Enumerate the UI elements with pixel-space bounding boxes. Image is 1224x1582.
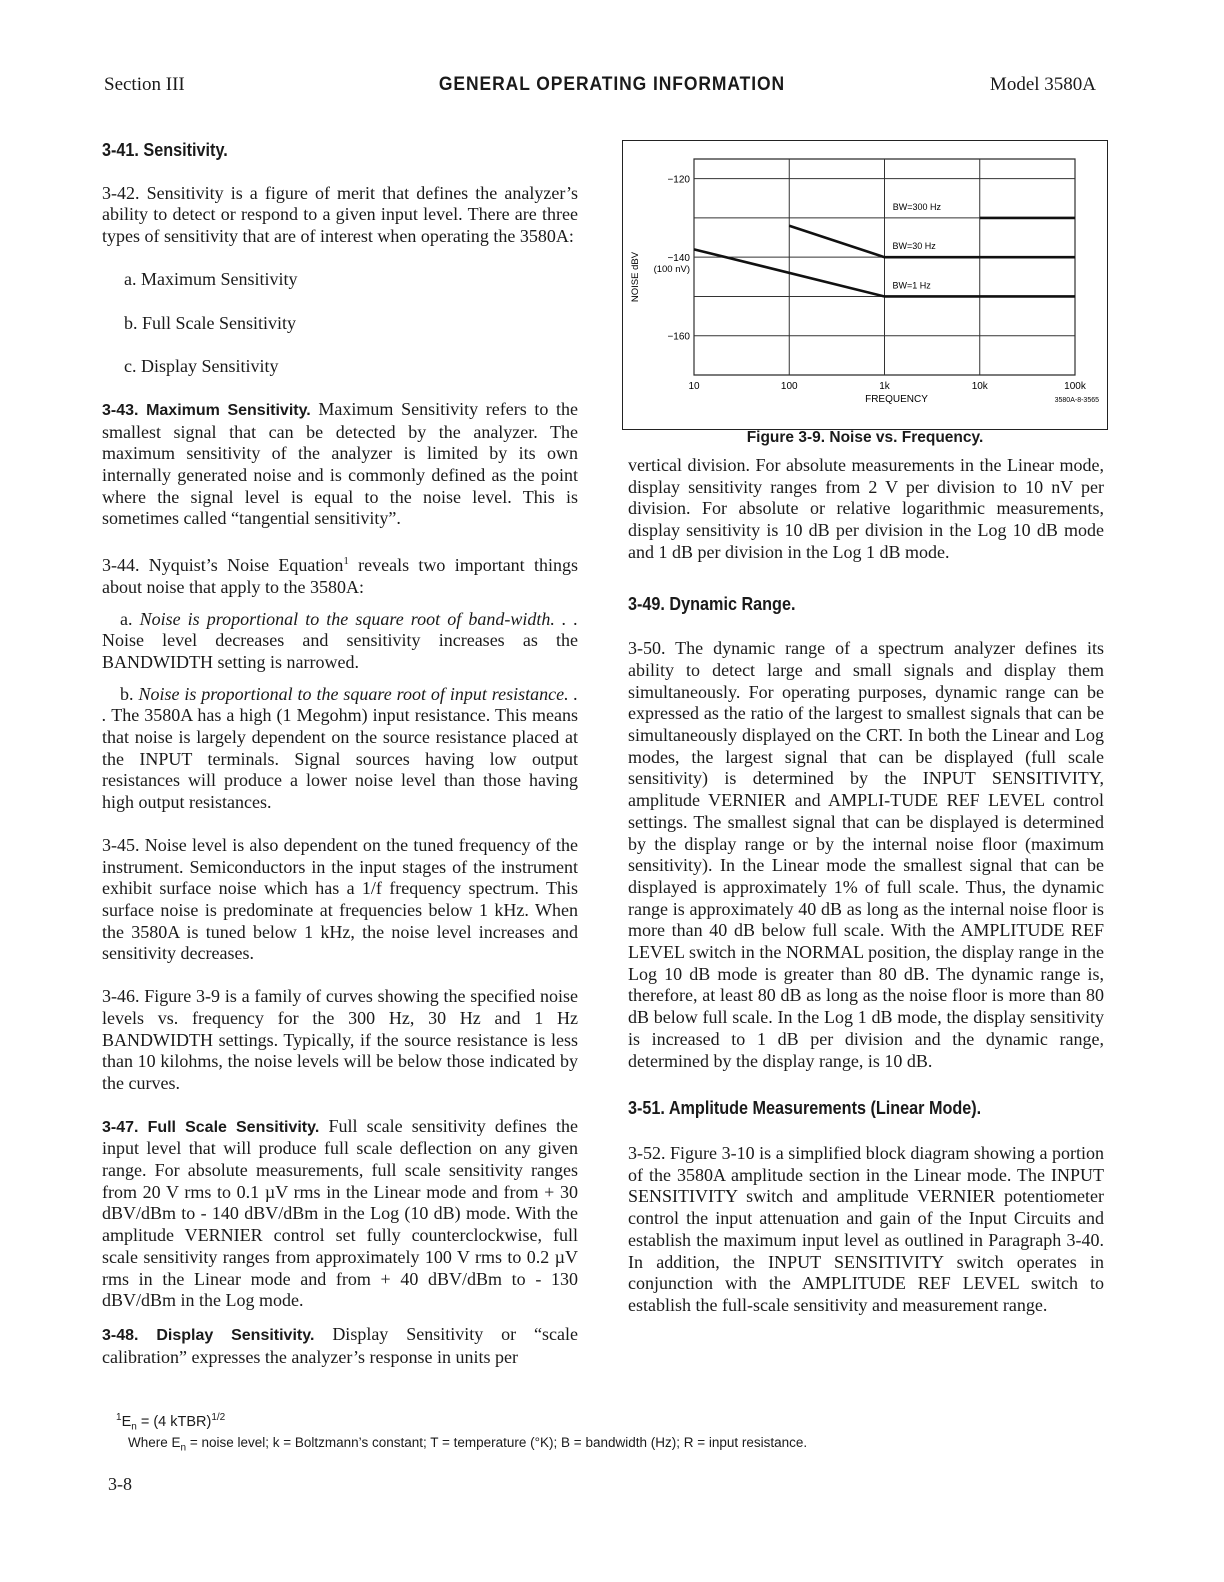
figure-caption: Figure 3-9. Noise vs. Frequency. — [746, 429, 984, 446]
heading-3-51: 3-51. Amplitude Measurements (Linear Mode). — [628, 1098, 982, 1119]
y-tick-sublabel: (100 nV) — [653, 264, 690, 276]
series-label: BW=30 Hz — [892, 241, 936, 252]
heading-3-47: 3-47. Full Scale Sensitivity. — [102, 1118, 320, 1136]
paragraph-3-44-b: b. Noise is proportional to the square root of input resistance. . . The 3580A has a high (1 Megohm) input resistance. This means that noise is largely dependent on the source resistance placed at the INPUT terminals. Signal sources having low output resistances will produce a lower noise level than those having high output resistances. — [102, 683, 579, 813]
paragraph-3-45: 3-45. Noise level is also dependent on the tuned frequency of the instrument. Semiconductors in the input stages of the instrument exhibit surface noise which has a 1/f frequency spectrum. This surface noise is predominate at frequencies below 1 kHz. When the 3580A is tuned below 1 kHz, the noise level increases and sensitivity decreases. — [102, 834, 578, 964]
model-label: Model 3580A — [989, 74, 1096, 95]
paragraph-3-46: 3-46. Figure 3-9 is a family of curves showing the specified noise levels vs. frequency for the 300 Hz, 30 Hz and 1 Hz BANDWIDTH settings. Typically, if the source resistance is less than 10 kilohms, the noise levels will be below those indicated by the curves. — [102, 986, 578, 1093]
sensitivity-list-item: a. Maximum Sensitivity — [124, 268, 298, 289]
y-tick-label: −140 — [667, 253, 690, 265]
heading-3-41: 3-41. Sensitivity. — [102, 140, 228, 160]
x-tick-label: 100 — [780, 381, 798, 392]
right-column — [628, 455, 1104, 1317]
paragraph-3-48: 3-48. Display Sensitivity. Display Sensitivity or “scale calibration” expresses the analyzer’s response in units per — [102, 1323, 579, 1367]
footnote-definitions: Where $E_n$ = noise level; k = Boltzmann’s constant; T = temperature (°K); B = bandwidth (Hz); R = input resistance. — [128, 1434, 808, 1454]
paragraph-3-47: 3-47. Full Scale Sensitivity. Full scale sensitivity defines the input level that will produce full scale deflection on any given range. For absolute measurements, full scale sensitivity ranges from 20 V rms to 0.1 µV rms in the Linear mode and from + 30 dBV/dBm to - 140 dBV/dBm in the Log (10 dB) mode. With the amplitude VERNIER control set fully counterclockwise, full scale sensitivity ranges from approximately 100 V rms to 0.2 µV rms in the Linear mode and from + 40 dBV/dBm to - 130 dBV/dBm in the Log mode. — [102, 1115, 579, 1311]
heading-3-49: 3-49. Dynamic Range. — [628, 593, 796, 614]
x-tick-label: 100k — [1064, 381, 1086, 392]
paragraph-3-52: 3-52. Figure 3-10 is a simplified block diagram showing a portion of the 3580A amplitude section in the Linear mode. The INPUT SENSITIVITY switch and amplitude VERNIER potentiometer control the input attenuation and gain of the Input Circuits and establish the maximum input level as outlined in Paragraph 3-40. In addition, the INPUT SENSITIVITY switch operates in conjunction with the AMPLITUDE REF LEVEL switch to establish the full-scale sensitivity and measurement range. — [628, 1142, 1104, 1315]
y-tick-label: −120 — [667, 174, 690, 186]
sensitivity-list-item: b. Full Scale Sensitivity — [124, 312, 297, 333]
section-label: Section III — [104, 74, 185, 95]
paragraph-3-44-a: a. Noise is proportional to the square root of band-width. . . Noise level decreases and sensitivity increases as the BANDWIDTH setting is narrowed. — [102, 608, 579, 672]
figure-3-9-frame — [622, 140, 1108, 430]
paragraph-3-50: 3-50. The dynamic range of a spectrum analyzer defines its ability to detect large and small signals and display them simultaneously. For operating purposes, dynamic range can be expressed as the ratio of the largest to smallest signals that can be simultaneously displayed on the CRT. In both the Linear and Log modes, the largest signal that can be displayed (full scale sensitivity) is determined by the INPUT SENSITIVITY, amplitude VERNIER and AMPLI-TUDE REF LEVEL control settings. The smallest signal that can be displayed is determined by the display range or by the internal noise floor (maximum sensitivity). In the Linear mode the smallest signal that can be displayed is approximately 1% of full scale. Thus, the dynamic range is approximately 40 dB as long as the internal noise floor is more than 40 dB below full scale. With the AMPLITUDE REF LEVEL switch in the NORMAL position, the display range in the Log 10 dB mode is greater than 80 dB. The dynamic range is, therefore, at least 80 dB as long as the noise floor is more than 80 dB below full scale. In the Log 1 dB mode, the display sensitivity is increased to 1 dB per division and the dynamic range, determined by the display range, is 10 dB. — [628, 638, 1104, 1071]
footnote-ref: 1 — [343, 555, 349, 568]
y-tick-label: −160 — [667, 331, 690, 343]
x-tick-label: 1k — [879, 381, 890, 392]
figure-part-number: 3580A-8-3565 — [1054, 397, 1099, 404]
paragraph-3-48-continued: vertical division. For absolute measurements in the Linear mode, display sensitivity ranges from 2 V per division to 10 nV per division. For absolute or relative logarithmic measurements, display sensitivity is 10 dB per division in the Log 10 dB mode and 1 dB per division in the Log 1 dB mode. — [628, 455, 1104, 562]
paragraph-3-42: 3-42. Sensitivity is a figure of merit that defines the analyzer’s ability to detect or respond to a given input level. There are three types of sensitivity that are of interest when operating the 3580A: — [102, 182, 578, 247]
page-header-title: GENERAL OPERATING INFORMATION — [438, 74, 786, 95]
left-column — [102, 140, 578, 1368]
series-label: BW=300 Hz — [892, 201, 942, 212]
x-axis-label: FREQUENCY — [865, 394, 928, 405]
paragraph-3-44: 3-44. Nyquist’s Noise Equation$^1$ reveals two important things about noise that apply to the 3580A: — [102, 555, 578, 597]
x-tick-label: 10 — [688, 381, 700, 392]
page-number: 3-8 — [108, 1474, 132, 1494]
footnote-equation: $^1E_n = (4$ kTBR)$^{1/2}$ — [116, 1412, 226, 1433]
paragraph-3-43: 3-43. Maximum Sensitivity. Maximum Sensitivity refers to the smallest signal that can be detected by the analyzer. The maximum sensitivity of the analyzer is limited by its own internally generated noise and is commonly defined as the point where the signal level is equal to the noise level. This is sometimes called “tangential sensitivity”. — [102, 398, 579, 529]
heading-3-48: 3-48. Display Sensitivity. — [102, 1326, 315, 1344]
y-axis-label: NOISE dBV — [630, 251, 641, 303]
noise-vs-frequency-chart — [623, 141, 1107, 429]
x-tick-label: 10k — [971, 381, 988, 392]
sensitivity-list-item: c. Display Sensitivity — [124, 356, 279, 377]
series-label: BW=1 Hz — [892, 280, 931, 291]
heading-3-43: 3-43. Maximum Sensitivity. — [102, 401, 311, 419]
footnote — [116, 1412, 807, 1453]
